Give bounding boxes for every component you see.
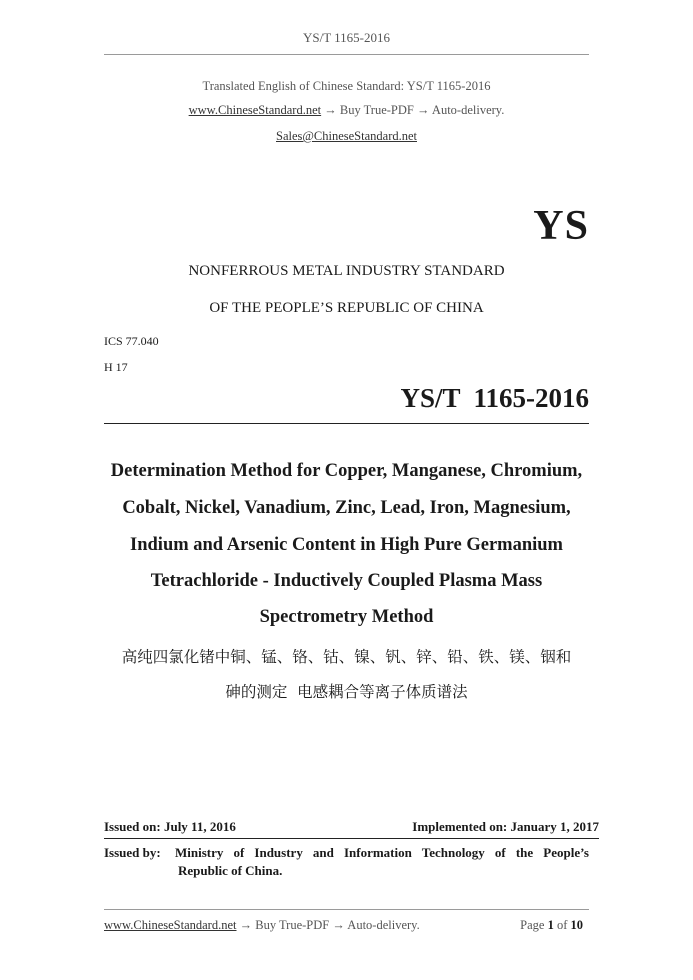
standard-type-line2: OF THE PEOPLE’S REPUBLIC OF CHINA xyxy=(209,300,484,316)
title-en-line5: Spectrometry Method xyxy=(259,607,434,627)
sales-email-link[interactable]: Sales@ChineseStandard.net xyxy=(276,129,417,143)
footer-site-link[interactable]: www.ChineseStandard.net xyxy=(104,918,237,932)
page-current: 1 xyxy=(547,918,554,932)
footer-links xyxy=(104,918,420,933)
footer-purchase-text: → Buy True-PDF → Auto-delivery. xyxy=(236,918,420,932)
purchase-text: → Buy True-PDF → Auto-delivery. xyxy=(321,103,505,117)
purchase-line xyxy=(0,103,693,118)
issued-date: Issued on: July 11, 2016 xyxy=(104,819,236,834)
page-total: 10 xyxy=(570,918,583,932)
title-en-line4: Tetrachloride - Inductively Coupled Plasma Mass xyxy=(150,571,543,591)
title-zh-line1: 高纯四氯化锗中铜、锰、铬、钴、镍、钒、锌、铅、铁、镁、铟和 xyxy=(121,648,572,666)
site-link[interactable]: www.ChineseStandard.net xyxy=(188,103,322,117)
issuer-label: Issued by: xyxy=(104,845,161,860)
ys-logo: YS xyxy=(533,203,589,249)
header-divider xyxy=(104,54,589,55)
dates-divider xyxy=(104,838,599,839)
ccs-code: H 17 xyxy=(104,360,128,374)
ics-code: ICS 77.040 xyxy=(104,334,159,348)
page-indicator xyxy=(520,918,583,933)
title-en-line3: Indium and Arsenic Content in High Pure Germanium xyxy=(130,535,563,555)
page-label: Page xyxy=(520,918,545,932)
implemented-date: Implemented on: January 1, 2017 xyxy=(412,819,599,834)
standard-number: YS/T 1165-2016 xyxy=(400,383,589,413)
footer-divider xyxy=(104,909,589,910)
title-zh-line2: 砷的测定 电感耦合等离子体质谱法 xyxy=(225,683,468,701)
title-divider xyxy=(104,423,589,424)
running-header: YS/T 1165-2016 xyxy=(302,30,391,45)
issuer-line2: Republic of China. xyxy=(178,863,283,878)
standard-type-line1: NONFERROUS METAL INDUSTRY STANDARD xyxy=(188,263,505,279)
issuer-line1: Ministry of Industry and Information Technology of the People’s xyxy=(175,845,589,860)
translation-notice: Translated English of Chinese Standard: YS/T 1165-2016 xyxy=(202,79,491,93)
title-en-line2: Cobalt, Nickel, Vanadium, Zinc, Lead, Iron, Magnesium, xyxy=(122,498,571,518)
page-of: of xyxy=(556,918,568,932)
email-line xyxy=(0,129,693,144)
title-en-line1: Determination Method for Copper, Manganese, Chromium, xyxy=(110,461,583,481)
